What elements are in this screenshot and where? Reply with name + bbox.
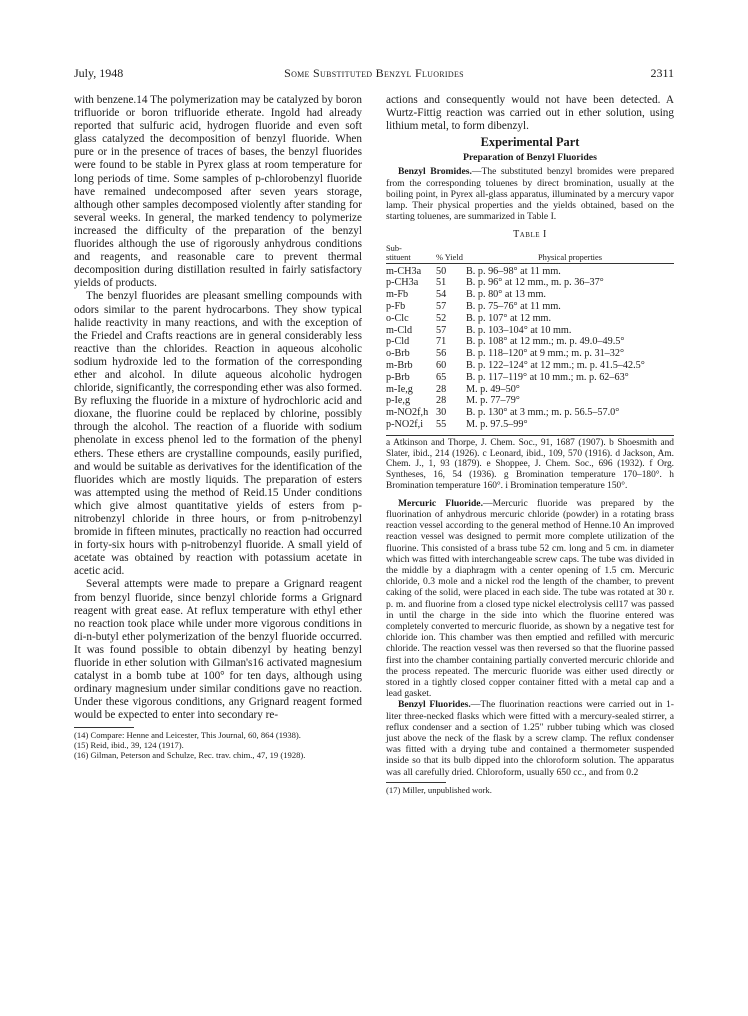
paragraph-benzyl-fluorides [386,699,674,777]
left-column [74,94,362,761]
table-cell-properties: B. p. 118–120° at 9 mm.; m. p. 31–32° [466,348,625,360]
table-cell-properties: B. p. 96° at 12 mm., m. p. 36–37° [466,277,604,289]
table-row [386,419,674,431]
paragraph: actions and consequently would not have been detected. A Wurtz-Fittig reaction was carried out in ether solution, using lithium metal, to form dibenzyl. [386,94,674,133]
table-row [386,313,674,325]
table-cell-properties: M. p. 49–50° [466,383,520,395]
table-row [386,289,674,301]
table-cell-yield: 71 [436,336,447,348]
table-header-yield: % Yield [430,244,466,264]
runin-heading: Benzyl Fluorides. [398,699,471,711]
table-cell-properties: M. p. 97.5–99° [466,418,528,430]
table-cell-yield: 56 [436,348,447,360]
table-body [386,263,674,431]
footnote: (14) Compare: Henne and Leicester, This Journal, 60, 864 (1938). [74,729,301,740]
section-title: Experimental Part [480,135,580,150]
table-one [386,244,674,431]
runin-heading: Mercuric Fluoride. [398,497,483,509]
table-cell-substituent: m-Ie,g [386,383,413,395]
paragraph: The benzyl fluorides are pleasant smelling compounds with odors similar to the parent hydrocarbons. They show typical halide reactivity in many reactions, and with the exception of the Friedel and Crafts reactions are in general considerably less reactive than the chlorides. Reaction in aqueous alcoholic sodium hydroxide led to the formation of the corresponding ether and alcohol. In dilute aqueous alcoholic hydrogen chloride, significantly, the corresponding ether was also formed. By refluxing the fluoride in a mixture of hydrochloric acid and dioxane, the fluorine could be replaced by chlorine, possibly through the alcohol. The reaction of a fluoride with sodium phenolate in excess phenol led to the formation of the phenyl ethers. These ethers are crystalline compounds, easily purified, and would be suitable as derivatives for the identification of the fluorides which are mostly liquids. The preparation of esters was attempted using the method of Reid.15 Under conditions which give almost quantitative yields of esters from p-nitrobenzyl chloride in three hours, or from p-nitrobenzyl bromide in fifteen minutes, practically no reaction had occurred in forty-six hours with p-nitrobenzyl fluoride. A small yield of acetate was obtained by reaction with potassium acetate in acetic acid. [74,290,362,578]
table-header-substituent: Sub- stituent [386,244,430,264]
table-cell-yield: 65 [436,371,447,383]
table-row [386,336,674,348]
runin-heading: Benzyl Bromides. [398,166,472,178]
table-cell-properties: B. p. 80° at 13 mm. [466,289,546,301]
table-cell-substituent: m-Fb [386,289,409,301]
table-cell-substituent: p-Brb [386,371,410,383]
table-cell-properties: B. p. 117–119° at 10 mm.; m. p. 62–63° [466,371,629,383]
table-title: Table I [513,229,547,241]
paragraph-text: —Mercuric fluoride was prepared by the fluorination of anhydrous mercuric chloride (powder) in a rotating brass reaction vessel according to the general method of Henne.10 An improved reaction vessel was designed to permit more complete utilization of the fluorine. This consisted of a brass tube 52 cm. long and 5 cm. in diameter which was fitted with interchangeable screw caps. The tube was divided in the middle by a diaphragm with a center opening of 1.5 cm. Mercuric chloride, 0.3 mole and a nickel rod the length of the chamber, to prevent caking of the solid, were placed in each side. The tube was rotated at 30 r. p. m. and fluorine from a closed type nickel electrolysis cell17 was passed in until the charge in the side into which the fluorine entered was completely converted to mercuric fluoride, as shown by a negative test for chloride ion. This chamber was then emptied and refilled with mercuric chloride. The reaction vessel was then reversed so that the fluorine passed first into the chamber containing partially converted mercuric chloride and the process repeated. The mercuric fluoride was either used directly or stored in a tightly closed copper container fitted with a metal cap and a lead gasket. [386,497,674,700]
table-cell-yield: 57 [436,324,447,336]
paragraph-benzyl-bromides [386,166,674,222]
paragraph-mercuric-fluoride [386,498,674,700]
table-cell-substituent: p-Ie,g [386,395,411,407]
table-row [386,407,674,419]
table-cell-substituent: p-CH3a [386,277,419,289]
footnote: (17) Miller, unpublished work. [386,784,492,795]
table-row [386,360,674,372]
table-row [386,263,674,277]
table-cell-properties: B. p. 96–98° at 11 mm. [466,265,561,277]
table-cell-yield: 60 [436,359,447,371]
table-cell-yield: 28 [436,383,447,395]
page-number: 2311 [650,66,674,80]
table-cell-properties: B. p. 75–76° at 11 mm. [466,300,561,312]
table-row [386,384,674,396]
table-cell-substituent: m-NO2f,h [386,407,429,419]
table-header-properties: Physical properties [466,244,674,264]
table-cell-properties: B. p. 103–104° at 10 mm. [466,324,572,336]
header-date: July, 1948 [74,66,124,80]
paragraph: Several attempts were made to prepare a Grignard reagent from benzyl fluoride, since benzyl chloride forms a Grignard reagent with great ease. At reflux temperature with ethyl ether no reaction took place while under more vigorous conditions in di-n-butyl ether polymerization of the benzyl fluoride occurred. It was found possible to obtain dibenzyl by heating benzyl fluoride in ether solution with Gilman's16 activated magnesium catalyst in a bomb tube at 100° for ten days, although using ordinary magnesium under similar conditions gave no reaction. Under these vigorous conditions, any Grignard reagent formed would be expected to enter into secondary re- [74,578,362,722]
table-cell-substituent: m-Cld [386,324,413,336]
table-row [386,348,674,360]
table-cell-substituent: p-Cld [386,336,410,348]
table-cell-properties: B. p. 130° at 3 mm.; m. p. 56.5–57.0° [466,407,620,419]
footnote: (15) Reid, ibid., 39, 124 (1917). [74,739,184,750]
table-cell-yield: 55 [436,418,447,430]
table-row [386,325,674,337]
table-cell-substituent: m-CH3a [386,265,422,277]
table-cell-yield: 28 [436,395,447,407]
paragraph-text: —The substituted benzyl bromides were prepared from the corresponding toluenes by direct bromination, usually at the boiling point, in Pyrex all-glass apparatus, illuminated by a mercury vapor lamp. Their physical properties and the yields obtained, based on the starting toluenes, are summarized in Table I. [386,166,674,223]
table-row [386,301,674,313]
table-cell-yield: 52 [436,312,447,324]
paragraph: with benzene.14 The polymerization may be catalyzed by boron trifluoride or boron trifluoride etherate. Ingold had already reported that sulfuric acid, hydrogen fluoride and even soft glass catalyzed the decomposition of benzyl fluoride. When pure or in the presence of traces of bases, the benzyl fluorides were found to be stable in Pyrex glass at room temperature for long periods of time. Some samples of p-chlorobenzyl fluoride have remained undecomposed after seven years storage, although other samples decomposed violently after standing for several weeks. In general, the marked tendency to polymerize increased the difficulty of the preparation of the benzyl fluorides although the use of rigorously anhydrous conditions and reagents, and reasonable care to prevent thermal decomposition during distillation resulted in fairly satisfactory yields of products. [74,94,362,290]
table-cell-substituent: m-Brb [386,359,413,371]
table-cell-yield: 30 [436,407,447,419]
footnotes [74,730,362,761]
table-row [386,395,674,407]
header-title: Some Substituted Benzyl Fluorides [284,66,464,80]
right-column [386,94,674,795]
running-header [74,66,674,82]
footnote-rule [386,782,446,783]
table-cell-substituent: o-Clc [386,312,409,324]
table-row [386,277,674,289]
table-cell-yield: 57 [436,300,447,312]
table-cell-yield: 50 [436,265,447,277]
table-cell-substituent: p-NO2f,i [386,418,424,430]
table-cell-properties: B. p. 107° at 12 mm. [466,312,552,324]
table-cell-properties: B. p. 122–124° at 12 mm.; m. p. 41.5–42.5° [466,359,645,371]
table-cell-yield: 51 [436,277,447,289]
table-footnotes: a Atkinson and Thorpe, J. Chem. Soc., 91, 1687 (1907). b Shoesmith and Slater, ibid., 214 (1926). c Leonard, ibid., 109, 570 (1916). d Jackson, Am. Chem. J., 1, 93 (1879). e Shoppee, J. Chem. Soc., 696 (1932). f Org. Syntheses, 16, 54 (1936). g Bromination temperature 170–180°. h Bromination temperature 160°. i Bromination temperature 150°. [386,435,674,492]
table-cell-substituent: o-Brb [386,348,410,360]
footnote: (16) Gilman, Peterson and Schulze, Rec. trav. chim., 47, 19 (1928). [74,750,306,761]
table-cell-properties: M. p. 77–79° [466,395,520,407]
table-cell-substituent: p-Fb [386,300,406,312]
paragraph-text: —The fluorination reactions were carried out in 1-liter three-necked flasks which were fitted with a mercury-sealed stirrer, a reflux condenser and a section of 1.25" rubber tubing which was closed just above the neck of the flask by a screw clamp. The reflux condenser was fitted with a drying tube and contained a thermometer suspended inside so that its bulb dipped into the chloroform solution. The apparatus was all carefully dried. Chloroform, usually 650 cc., and from 0.2 [386,699,674,778]
table-cell-yield: 54 [436,289,447,301]
footnote-rule [74,727,134,728]
table-cell-properties: B. p. 108° at 12 mm.; m. p. 49.0–49.5° [466,336,625,348]
subsection-title: Preparation of Benzyl Fluorides [463,152,597,164]
table-row [386,372,674,384]
